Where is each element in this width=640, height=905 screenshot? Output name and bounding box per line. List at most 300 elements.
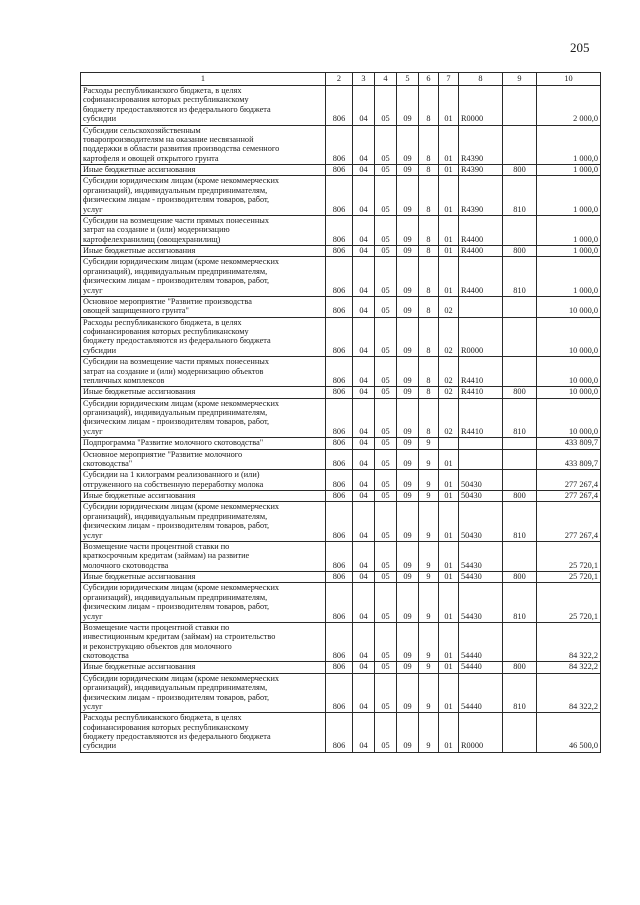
cell-c6: 9: [419, 713, 439, 753]
row-description: [81, 125, 326, 165]
cell-c6: 8: [419, 296, 439, 317]
cell-c9: 800: [503, 572, 537, 583]
cell-c10: 25 720,1: [537, 572, 601, 583]
row-description: [81, 176, 326, 216]
cell-c7: 01: [439, 449, 459, 470]
row-description: [81, 583, 326, 623]
cell-c4: 05: [375, 125, 397, 165]
row-description: [81, 491, 326, 502]
cell-c9: [503, 317, 537, 357]
row-description: [81, 449, 326, 470]
cell-c9: [503, 449, 537, 470]
description-line: тепличных комплексов: [83, 375, 165, 385]
cell-c3: 04: [353, 296, 375, 317]
row-description: [81, 387, 326, 398]
cell-c6: 8: [419, 176, 439, 216]
cell-c7: 01: [439, 713, 459, 753]
cell-c9: [503, 125, 537, 165]
description-line: Субсидии на возмещение части прямых понесенных: [83, 215, 270, 225]
cell-c3: 04: [353, 572, 375, 583]
cell-c5: 09: [397, 125, 419, 165]
row-description: [81, 470, 326, 491]
description-line: физическим лицам - производителям товаров, работ,: [83, 276, 270, 286]
cell-c7: [439, 438, 459, 449]
cell-c5: 09: [397, 246, 419, 257]
description-line: физическим лицам - производителям товаров, работ,: [83, 521, 270, 531]
cell-c4: 05: [375, 438, 397, 449]
cell-c10: 10 000,0: [537, 398, 601, 438]
cell-c10: 84 322,2: [537, 622, 601, 662]
cell-c7: 01: [439, 125, 459, 165]
cell-c10: 84 322,2: [537, 662, 601, 673]
cell-c5: 09: [397, 502, 419, 542]
cell-c2: 806: [326, 246, 353, 257]
description-line: субсидии: [83, 741, 117, 751]
cell-c6: 9: [419, 673, 439, 713]
cell-c10: 1 000,0: [537, 125, 601, 165]
cell-c8: [459, 438, 503, 449]
cell-c2: 806: [326, 125, 353, 165]
cell-c2: 806: [326, 387, 353, 398]
description-line: Субсидии юридическим лицам (кроме некоммерческих: [83, 673, 280, 683]
description-line: услуг: [83, 285, 103, 295]
cell-c7: 02: [439, 317, 459, 357]
cell-c7: 01: [439, 176, 459, 216]
page-number: 205: [570, 40, 590, 55]
cell-c3: 04: [353, 491, 375, 502]
table-header-row: [81, 73, 601, 86]
cell-c7: 01: [439, 246, 459, 257]
cell-c2: 806: [326, 572, 353, 583]
cell-c9: 810: [503, 257, 537, 297]
cell-c5: 09: [397, 470, 419, 491]
table-row: [81, 257, 601, 297]
cell-c9: [503, 438, 537, 449]
cell-c10: 1 000,0: [537, 257, 601, 297]
row-description: [81, 215, 326, 245]
cell-c6: 8: [419, 246, 439, 257]
cell-c9: 810: [503, 398, 537, 438]
cell-c7: 01: [439, 470, 459, 491]
description-line: Субсидии юридическим лицам (кроме некоммерческих: [83, 257, 280, 267]
description-line: и реконструкцию объектов для молочного: [83, 641, 232, 651]
cell-c9: [503, 541, 537, 571]
description-line: товаропроизводителям на оказание несвязанной: [83, 134, 254, 144]
row-description: [81, 165, 326, 176]
cell-c9: 810: [503, 176, 537, 216]
row-description: [81, 541, 326, 571]
header-cell: 3: [353, 73, 375, 86]
table-row: [81, 572, 601, 583]
description-line: Иные бюджетные ассигнования: [83, 165, 196, 174]
description-line: Возмещение части процентной ставки по: [83, 541, 230, 551]
row-description: [81, 296, 326, 317]
cell-c10: 1 000,0: [537, 176, 601, 216]
cell-c5: 09: [397, 86, 419, 126]
cell-c3: 04: [353, 246, 375, 257]
cell-c5: 09: [397, 713, 419, 753]
cell-c5: 09: [397, 541, 419, 571]
cell-c6: 8: [419, 398, 439, 438]
cell-c4: 05: [375, 572, 397, 583]
cell-c4: 05: [375, 470, 397, 491]
cell-c4: 05: [375, 502, 397, 542]
cell-c9: 800: [503, 165, 537, 176]
row-description: [81, 572, 326, 583]
cell-c9: 810: [503, 583, 537, 623]
cell-c8: R0000: [459, 713, 503, 753]
cell-c2: 806: [326, 398, 353, 438]
header-cell: 7: [439, 73, 459, 86]
cell-c8: R4410: [459, 398, 503, 438]
cell-c8: R4390: [459, 125, 503, 165]
cell-c9: [503, 470, 537, 491]
row-description: [81, 357, 326, 387]
description-line: Иные бюджетные ассигнования: [83, 246, 196, 255]
header-cell: 1: [81, 73, 326, 86]
table-row: [81, 502, 601, 542]
cell-c3: 04: [353, 357, 375, 387]
budget-table: [80, 72, 601, 753]
description-line: Субсидии юридическим лицам (кроме некоммерческих: [83, 176, 280, 186]
header-cell: 10: [537, 73, 601, 86]
cell-c7: 01: [439, 165, 459, 176]
cell-c4: 05: [375, 296, 397, 317]
cell-c6: 8: [419, 317, 439, 357]
cell-c9: [503, 296, 537, 317]
cell-c6: 9: [419, 438, 439, 449]
table-row: [81, 176, 601, 216]
table-row: [81, 357, 601, 387]
cell-c2: 806: [326, 357, 353, 387]
cell-c3: 04: [353, 662, 375, 673]
cell-c8: 54430: [459, 583, 503, 623]
cell-c3: 04: [353, 622, 375, 662]
cell-c4: 05: [375, 257, 397, 297]
cell-c10: 433 809,7: [537, 438, 601, 449]
cell-c6: 9: [419, 662, 439, 673]
description-line: Иные бюджетные ассигнования: [83, 491, 196, 500]
cell-c5: 09: [397, 572, 419, 583]
description-line: физическим лицам - производителям товаров, работ,: [83, 602, 270, 612]
cell-c3: 04: [353, 713, 375, 753]
description-line: организаций), индивидуальным предпринимателям,: [83, 266, 268, 276]
cell-c3: 04: [353, 165, 375, 176]
table-row: [81, 673, 601, 713]
cell-c5: 09: [397, 438, 419, 449]
table-row: [81, 438, 601, 449]
cell-c9: 810: [503, 502, 537, 542]
cell-c8: 50430: [459, 470, 503, 491]
table-row: [81, 398, 601, 438]
cell-c5: 09: [397, 387, 419, 398]
description-line: организаций), индивидуальным предпринимателям,: [83, 185, 268, 195]
cell-c7: 01: [439, 541, 459, 571]
cell-c5: 09: [397, 215, 419, 245]
description-line: картофеля и овощей открытого грунта: [83, 153, 219, 163]
description-line: физическим лицам - производителям товаров, работ,: [83, 195, 270, 205]
cell-c4: 05: [375, 622, 397, 662]
cell-c2: 806: [326, 713, 353, 753]
cell-c10: 1 000,0: [537, 165, 601, 176]
cell-c2: 806: [326, 491, 353, 502]
cell-c7: 02: [439, 357, 459, 387]
cell-c10: 10 000,0: [537, 317, 601, 357]
table-row: [81, 215, 601, 245]
cell-c3: 04: [353, 583, 375, 623]
cell-c3: 04: [353, 317, 375, 357]
cell-c2: 806: [326, 86, 353, 126]
description-line: Субсидии юридическим лицам (кроме некоммерческих: [83, 398, 280, 408]
description-line: Иные бюджетные ассигнования: [83, 662, 196, 672]
cell-c5: 09: [397, 662, 419, 673]
cell-c2: 806: [326, 673, 353, 713]
table-row: [81, 491, 601, 502]
cell-c10: 10 000,0: [537, 387, 601, 398]
cell-c6: 8: [419, 165, 439, 176]
cell-c3: 04: [353, 125, 375, 165]
description-line: скотоводства: [83, 651, 129, 660]
description-line: инвестиционным кредитам (займам) на строительство: [83, 632, 276, 642]
cell-c3: 04: [353, 470, 375, 491]
cell-c9: 800: [503, 491, 537, 502]
cell-c5: 09: [397, 398, 419, 438]
description-line: софинансирования которых республиканскому: [83, 327, 249, 336]
cell-c10: 1 000,0: [537, 246, 601, 257]
description-line: софинансирования которых республиканскому: [83, 95, 249, 105]
cell-c3: 04: [353, 398, 375, 438]
cell-c9: [503, 357, 537, 387]
cell-c8: R0000: [459, 317, 503, 357]
description-line: Основное мероприятие "Развитие производства: [83, 296, 252, 306]
cell-c4: 05: [375, 86, 397, 126]
cell-c5: 09: [397, 257, 419, 297]
cell-c5: 09: [397, 176, 419, 216]
description-line: организаций), индивидуальным предпринимателям,: [83, 408, 268, 417]
cell-c2: 806: [326, 438, 353, 449]
cell-c6: 8: [419, 357, 439, 387]
cell-c3: 04: [353, 215, 375, 245]
cell-c2: 806: [326, 317, 353, 357]
cell-c2: 806: [326, 622, 353, 662]
description-line: Расходы республиканского бюджета, в целях: [83, 86, 242, 95]
cell-c2: 806: [326, 502, 353, 542]
description-line: Возмещение части процентной ставки по: [83, 622, 230, 632]
cell-c3: 04: [353, 541, 375, 571]
header-cell: 9: [503, 73, 537, 86]
cell-c2: 806: [326, 449, 353, 470]
cell-c6: 9: [419, 470, 439, 491]
table-row: [81, 165, 601, 176]
description-line: затрат на создание и (или) модернизацию: [83, 225, 230, 235]
cell-c7: 02: [439, 296, 459, 317]
description-line: организаций), индивидуальным предпринимателям,: [83, 592, 268, 602]
cell-c3: 04: [353, 257, 375, 297]
row-description: [81, 86, 326, 126]
cell-c2: 806: [326, 165, 353, 176]
description-line: Расходы республиканского бюджета, в целях: [83, 317, 242, 327]
cell-c10: 46 500,0: [537, 713, 601, 753]
cell-c6: 8: [419, 86, 439, 126]
description-line: скотоводства": [83, 458, 133, 468]
cell-c5: 09: [397, 165, 419, 176]
header-cell: 2: [326, 73, 353, 86]
cell-c4: 05: [375, 673, 397, 713]
cell-c8: R4410: [459, 357, 503, 387]
cell-c3: 04: [353, 86, 375, 126]
cell-c7: 01: [439, 86, 459, 126]
table-row: [81, 86, 601, 126]
header-cell: 8: [459, 73, 503, 86]
cell-c4: 05: [375, 357, 397, 387]
description-line: краткосрочным кредитам (займам) на развитие: [83, 551, 250, 561]
cell-c9: [503, 622, 537, 662]
cell-c9: 800: [503, 246, 537, 257]
cell-c8: 54430: [459, 541, 503, 571]
description-line: бюджету предоставляются из федерального бюджета: [83, 336, 271, 346]
cell-c9: [503, 713, 537, 753]
header-cell: 6: [419, 73, 439, 86]
description-line: бюджету предоставляются из федерального бюджета: [83, 104, 271, 114]
cell-c5: 09: [397, 491, 419, 502]
cell-c7: 01: [439, 491, 459, 502]
cell-c10: 10 000,0: [537, 296, 601, 317]
description-line: субсидии: [83, 345, 117, 355]
cell-c8: R4410: [459, 387, 503, 398]
table-row: [81, 296, 601, 317]
description-line: поддержки в области развития производства семенного: [83, 144, 280, 154]
table-row: [81, 470, 601, 491]
description-line: Субсидии на возмещение части прямых понесенных: [83, 357, 270, 367]
cell-c3: 04: [353, 449, 375, 470]
cell-c5: 09: [397, 673, 419, 713]
cell-c3: 04: [353, 673, 375, 713]
cell-c3: 04: [353, 438, 375, 449]
cell-c4: 05: [375, 541, 397, 571]
cell-c7: 01: [439, 502, 459, 542]
cell-c4: 05: [375, 215, 397, 245]
cell-c9: [503, 215, 537, 245]
table-row: [81, 125, 601, 165]
cell-c10: 84 322,2: [537, 673, 601, 713]
row-description: [81, 622, 326, 662]
cell-c7: 01: [439, 662, 459, 673]
cell-c4: 05: [375, 449, 397, 470]
table-row: [81, 246, 601, 257]
row-description: [81, 398, 326, 438]
cell-c2: 806: [326, 541, 353, 571]
cell-c4: 05: [375, 398, 397, 438]
description-line: Субсидии юридическим лицам (кроме некоммерческих: [83, 583, 280, 593]
cell-c10: 433 809,7: [537, 449, 601, 470]
description-line: услуг: [83, 530, 103, 540]
cell-c2: 806: [326, 583, 353, 623]
cell-c8: 54430: [459, 572, 503, 583]
row-description: [81, 438, 326, 449]
cell-c4: 05: [375, 713, 397, 753]
cell-c9: 800: [503, 387, 537, 398]
cell-c6: 9: [419, 491, 439, 502]
row-description: [81, 246, 326, 257]
cell-c9: 800: [503, 662, 537, 673]
cell-c7: 02: [439, 387, 459, 398]
cell-c7: 01: [439, 572, 459, 583]
row-description: [81, 502, 326, 542]
row-description: [81, 317, 326, 357]
row-description: [81, 673, 326, 713]
cell-c2: 806: [326, 176, 353, 216]
description-line: Субсидии на 1 килограмм реализованного и (или): [83, 470, 260, 480]
cell-c2: 806: [326, 257, 353, 297]
description-line: услуг: [83, 204, 103, 214]
cell-c8: R4400: [459, 215, 503, 245]
cell-c5: 09: [397, 317, 419, 357]
cell-c6: 9: [419, 622, 439, 662]
cell-c4: 05: [375, 176, 397, 216]
description-line: Основное мероприятие "Развитие молочного: [83, 449, 243, 459]
cell-c3: 04: [353, 387, 375, 398]
cell-c6: 8: [419, 257, 439, 297]
cell-c5: 09: [397, 296, 419, 317]
cell-c8: 54440: [459, 673, 503, 713]
header-cell: 4: [375, 73, 397, 86]
cell-c4: 05: [375, 662, 397, 673]
description-line: бюджету предоставляются из федерального бюджета: [83, 732, 271, 741]
table-row: [81, 583, 601, 623]
table-row: [81, 541, 601, 571]
description-line: Иные бюджетные ассигнования: [83, 572, 196, 581]
description-line: Подпрограмма "Развитие молочного скотоводства": [83, 438, 264, 448]
cell-c6: 9: [419, 502, 439, 542]
cell-c7: 01: [439, 257, 459, 297]
cell-c10: 10 000,0: [537, 357, 601, 387]
cell-c6: 9: [419, 583, 439, 623]
cell-c8: 50430: [459, 491, 503, 502]
description-line: услуг: [83, 701, 103, 711]
cell-c7: 01: [439, 622, 459, 662]
cell-c4: 05: [375, 246, 397, 257]
cell-c6: 8: [419, 125, 439, 165]
cell-c4: 05: [375, 387, 397, 398]
cell-c8: [459, 449, 503, 470]
cell-c8: R4400: [459, 257, 503, 297]
cell-c2: 806: [326, 662, 353, 673]
cell-c6: 9: [419, 449, 439, 470]
cell-c5: 09: [397, 622, 419, 662]
description-line: физическим лицам - производителям товаров, работ,: [83, 417, 270, 427]
cell-c7: 01: [439, 673, 459, 713]
description-line: Субсидии юридическим лицам (кроме некоммерческих: [83, 502, 280, 512]
cell-c6: 8: [419, 387, 439, 398]
cell-c2: 806: [326, 215, 353, 245]
cell-c3: 04: [353, 176, 375, 216]
description-line: картофелехранилищ (овощехранилищ): [83, 234, 221, 244]
table-row: [81, 387, 601, 398]
cell-c10: 1 000,0: [537, 215, 601, 245]
cell-c9: 810: [503, 673, 537, 713]
cell-c4: 05: [375, 583, 397, 623]
cell-c6: 8: [419, 215, 439, 245]
cell-c6: 9: [419, 572, 439, 583]
cell-c7: 02: [439, 398, 459, 438]
table-row: [81, 622, 601, 662]
cell-c8: R4390: [459, 176, 503, 216]
cell-c10: 277 267,4: [537, 491, 601, 502]
cell-c3: 04: [353, 502, 375, 542]
description-line: отгруженного на собственную переработку молока: [83, 479, 264, 489]
description-line: затрат на создание и (или) модернизацию объектов: [83, 366, 264, 376]
description-line: организаций), индивидуальным предпринимателям,: [83, 683, 268, 693]
